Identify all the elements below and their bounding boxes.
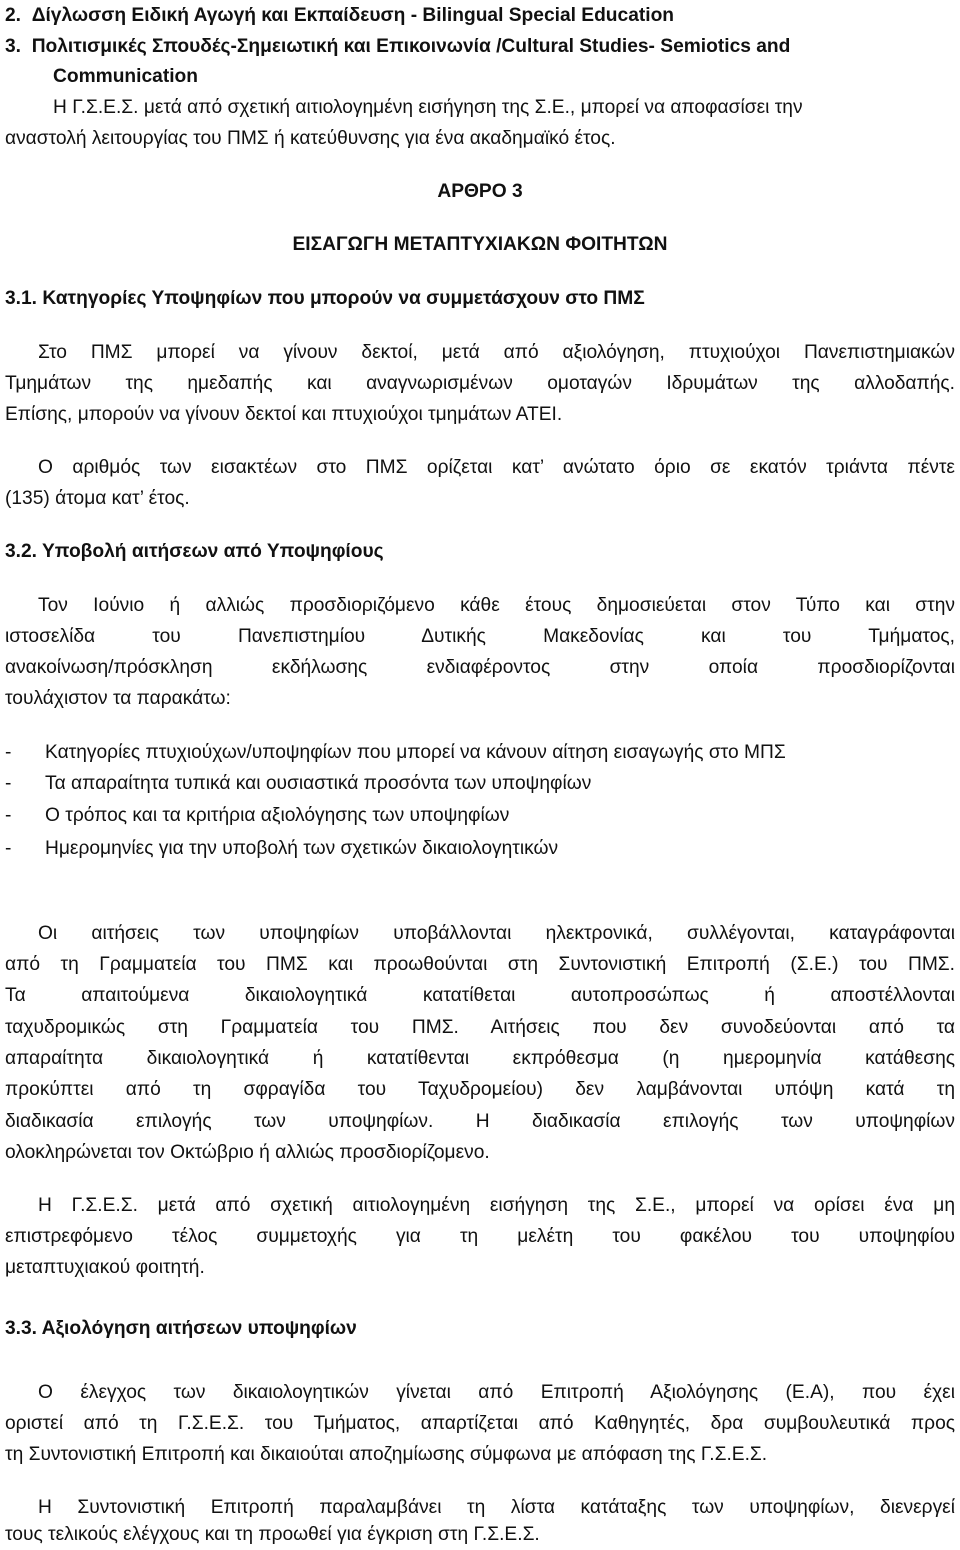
section-heading-3-2: 3.2. Υποβολή αιτήσεων από Υποψηφίους	[5, 541, 384, 562]
section-heading-3-1: 3.1. Κατηγορίες Υποψηφίων που μπορούν να συμμετάσχουν στο ΠΜΣ	[5, 288, 645, 309]
list-item: Ο τρόπος και τα κριτήρια αξιολόγησης των υποψηφίων	[45, 805, 510, 826]
article-title: ΑΡΘΡΟ 3	[437, 181, 523, 202]
paragraph-line: τους τελικούς ελέγχους και τη προωθεί για έγκριση στη Γ.Σ.Ε.Σ.	[5, 1524, 540, 1545]
list-item-3-continuation: Communication	[53, 66, 198, 87]
intro-line: Η Γ.Σ.Ε.Σ. μετά από σχετική αιτιολογημένη εισήγηση της Σ.Ε., μπορεί να αποφασίσει την	[53, 97, 803, 118]
article-subtitle: ΕΙΣΑΓΩΓΗ ΜΕΤΑΠΤΥΧΙΑΚΩΝ ΦΟΙΤΗΤΩΝ	[292, 234, 668, 255]
list-dash: -	[5, 838, 12, 859]
paragraph-line: τη Συντονιστική Επιτροπή και δικαιούται αποζημίωσης σύμφωνα με απόφαση της Γ.Σ.Ε.Σ.	[5, 1444, 768, 1465]
paragraph-line: Τα απαιτούμενα δικαιολογητικά κατατίθεται αυτοπροσώπως ή αποστέλλονται	[5, 985, 955, 1006]
paragraph-line: Ο αριθμός των εισακτέων στο ΠΜΣ ορίζεται κατ’ ανώτατο όριο σε εκατόν τριάντα πέντε	[38, 457, 955, 478]
paragraph-line: ταχυδρομικώς στη Γραμματεία του ΠΜΣ. Αιτήσεις που δεν συνοδεύονται από τα	[5, 1017, 955, 1038]
list-dash: -	[5, 773, 12, 794]
intro-line: αναστολή λειτουργίας του ΠΜΣ ή κατεύθυνσης για ένα ακαδημαϊκό έτος.	[5, 128, 616, 149]
paragraph-line: τουλάχιστον τα παρακάτω:	[5, 688, 231, 709]
paragraph-line: Επίσης, μπορούν να γίνουν δεκτοί και πτυχιούχοι τμημάτων ΑΤΕΙ.	[5, 404, 563, 425]
paragraph-line: διαδικασία επιλογής των υποψηφίων. Η διαδικασία επιλογής των υποψηφίων	[5, 1111, 955, 1132]
paragraph-line: Τμημάτων της ημεδαπής και αναγνωρισμένων ομοταγών Ιδρυμάτων της αλλοδαπής.	[5, 373, 955, 394]
paragraph-line: Ο έλεγχος των δικαιολογητικών γίνεται από Επιτροπή Αξιολόγησης (Ε.Α), που έχει	[38, 1382, 955, 1403]
paragraph-line: Στο ΠΜΣ μπορεί να γίνουν δεκτοί, μετά από αξιολόγηση, πτυχιούχοι Πανεπιστημιακών	[38, 342, 955, 363]
paragraph-line: μεταπτυχιακού φοιτητή.	[5, 1257, 205, 1278]
list-dash: -	[5, 805, 12, 826]
paragraph-line: επιστρεφόμενο τέλος συμμετοχής για τη μελέτη του φακέλου του υποψηφίου	[5, 1226, 955, 1247]
paragraph-line: ανακοίνωση/πρόσκληση εκδήλωσης ενδιαφέροντος στην οποία προσδιορίζονται	[5, 657, 955, 678]
paragraph-line: οριστεί από τη Γ.Σ.Ε.Σ. του Τμήματος, απαρτίζεται από Καθηγητές, δρα συμβουλευτικά προς	[5, 1413, 955, 1434]
paragraph-line: (135) άτομα κατ’ έτος.	[5, 488, 190, 509]
list-item: Κατηγορίες πτυχιούχων/υποψηφίων που μπορεί να κάνουν αίτηση εισαγωγής στο ΜΠΣ	[45, 742, 786, 763]
list-item: Τα απαραίτητα τυπικά και ουσιαστικά προσόντα των υποψηφίων	[45, 773, 592, 794]
list-dash: -	[5, 742, 12, 763]
list-text: Πολιτισμικές Σπουδές-Σημειωτική και Επικοινωνία /Cultural Studies- Semiotics and	[31, 36, 791, 57]
paragraph-line: ιστοσελίδα του Πανεπιστημίου Δυτικής Μακεδονίας και του Τμήματος,	[5, 626, 955, 647]
paragraph-line: Οι αιτήσεις των υποψηφίων υποβάλλονται ηλεκτρονικά, συλλέγονται, καταγράφονται	[38, 923, 955, 944]
list-item-3	[5, 31, 955, 62]
paragraph-line: απαραίτητα δικαιολογητικά ή κατατίθενται εκπρόθεσμα (η ημερομηνία κατάθεσης	[5, 1048, 955, 1069]
paragraph-line: Τον Ιούνιο ή αλλιώς προσδιοριζόμενο κάθε έτους δημοσιεύεται στον Τύπο και στην	[38, 595, 955, 616]
paragraph-line: από τη Γραμματεία του ΠΜΣ και προωθούνται στη Συντονιστική Επιτροπή (Σ.Ε.) του ΠΜΣ.	[5, 954, 955, 975]
section-heading-3-3: 3.3. Αξιολόγηση αιτήσεων υποψηφίων	[5, 1318, 357, 1339]
list-item-2	[5, 0, 955, 31]
paragraph-line: ολοκληρώνεται τον Οκτώβριο ή αλλιώς προσδιορίζομενο.	[5, 1142, 490, 1163]
list-item: Ημερομηνίες για την υποβολή των σχετικών δικαιολογητικών	[45, 838, 559, 859]
paragraph-line: Η Συντονιστική Επιτροπή παραλαμβάνει τη λίστα κατάταξης των υποψηφίων, διενεργεί	[38, 1497, 955, 1518]
paragraph-line: προκύπτει από τη σφραγίδα του Ταχυδρομείου) δεν λαμβάνονται υπόψη κατά τη	[5, 1079, 955, 1100]
paragraph-line: Η Γ.Σ.Ε.Σ. μετά από σχετική αιτιολογημένη εισήγηση της Σ.Ε., μπορεί να ορίσει ένα μη	[38, 1195, 955, 1216]
list-text: Δίγλωσση Ειδική Αγωγή και Εκπαίδευση - Bilingual Special Education	[31, 5, 675, 26]
list-number: 3.	[5, 36, 22, 57]
list-number: 2.	[5, 5, 22, 26]
